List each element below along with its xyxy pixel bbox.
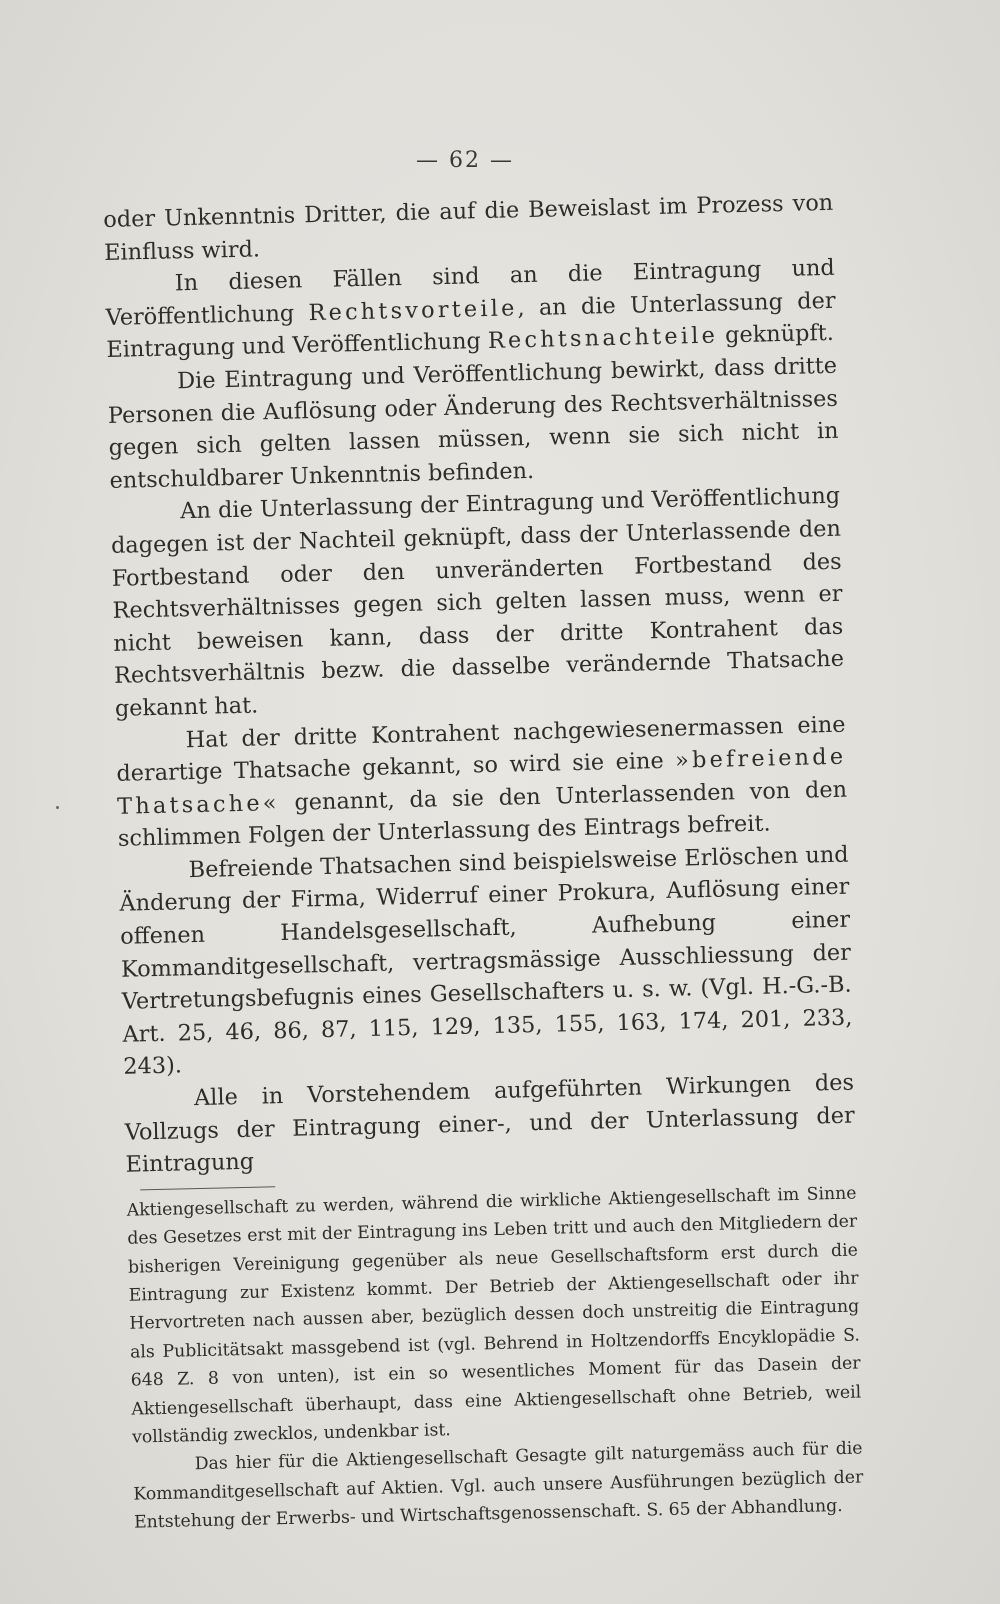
paragraph-5-text-a: Hat der dritte Kontrahent nachgewiesenermassen eine derartige Thatsache gekannt, so wird sie eine <box>116 711 846 787</box>
emphasis-rechtsnachteile: Rechtsnachteile <box>487 322 719 355</box>
page-body <box>103 187 864 1538</box>
footnote-separator <box>140 1186 275 1190</box>
page-number: — 62 — <box>416 148 514 173</box>
paragraph-5 <box>115 708 848 856</box>
emphasis-rechtsvorteile: Rechtsvorteile <box>308 295 518 326</box>
paragraph-1: oder Unkenntnis Dritter, die auf die Beweislast im Prozess von Einfluss wird. <box>103 189 834 266</box>
paragraph-7: Alle in Vorstehendem aufgeführten Wirkungen des Vollzugs der Eintragung einer-, und der Unterlassung der Eintragung <box>124 1069 855 1178</box>
footnotes <box>126 1179 864 1537</box>
paragraph-4: An die Unterlassung der Eintragung und Veröffentlichung dagegen ist der Nachteil geknüpft, dass der Unterlassende den Fortbestand oder den unveränderten Fortbestand des Rechtsverhältnisses gegen sich gelten lassen muss, wenn er nicht beweisen kann, dass der dritte Kontrahent das Rechtsverhältnis bezw. die dasselbe verändernde Thatsache gekannt hat. <box>110 483 845 722</box>
main-text <box>103 187 856 1182</box>
paper-speck <box>56 806 59 809</box>
footnote-2: Das hier für die Aktiengesellschaft Gesagte gilt naturgemäss auch für die Kommanditgesellschaft auf Aktien. Vgl. auch unsere Ausführungen bezüglich der Entstehung der Erwerbs- und Wirtschaftsgenossenschaft. S. 65 der Abhandlung. <box>133 1438 864 1533</box>
paragraph-6: Befreiende Thatsachen sind beispielsweise Erlöschen und Änderung der Firma, Widerruf einer Prokura, Auflösung einer offenen Handelsgesellschaft, Aufhebung einer Kommanditgesellschaft, vertragsmässige Ausschliessung der Vertretungsbefugnis eines Gesellschafters u. s. w. (Vgl. H.-G.-B. Art. 25, 46, 86, 87, 115, 129, 135, 155, 163, 174, 201, 233, 243). <box>119 841 853 1081</box>
footnote-1: Aktiengesellschaft zu werden, während die wirkliche Aktiengesellschaft im Sinne des Gesetzes erst mit der Eintragung ins Leben tritt und auch den Mitgliedern der bisherigen Vereinigung gegenüber als neue Gesellschaftsform erst durch die Eintragung zur Existenz kommt. Der Betrieb der Aktiengesellschaft oder ihr Hervortreten nach aussen aber, bezüglich dessen doch unstreitig die Eintragung als Publicitätsakt massgebend ist (vgl. Behrend in Holtzendorffs Encyklopädie S. 648 Z. 8 von unten), ist ein so wesentliches Moment für das Dasein der Aktiengesellschaft überhaupt, dass eine Aktiengesellschaft ohne Betrieb, weil vollständig zwecklos, undenkbar ist. <box>126 1183 862 1448</box>
paragraph-2-text-c: , an die Unterlassung der Eintragung und Veröffentlichung <box>106 287 836 364</box>
emphasis-befreiende-thatsache: »befreiende Thatsache« <box>116 743 847 820</box>
paragraph-2 <box>105 252 837 367</box>
paragraph-2-text-e: geknüpft. <box>724 320 835 349</box>
paragraph-3: Die Eintragung und Veröffentlichung bewirkt, dass dritte Personen die Auflösung oder Änderung des Rechtsverhältnisses gegen sich gelten lassen müssen, wenn sie sich nicht in entschuldbarer Unkenntnis befinden. <box>107 352 839 494</box>
paragraph-2-text-a: In diesen Fällen sind an die Eintragung und Veröffentlichung <box>105 254 836 331</box>
paragraph-5-text-c: genannt, da sie den Unterlassenden von den schlimmen Folgen der Unterlassung des Eintrags befreit. <box>117 776 848 853</box>
